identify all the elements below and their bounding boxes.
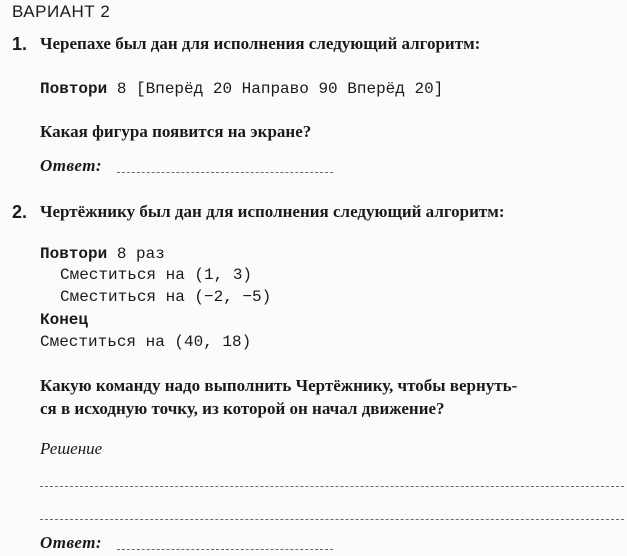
question-2-number: 2.	[12, 202, 28, 222]
question-2-code-line-1	[40, 245, 165, 263]
question-2-question-line-2: ся в исходную точку, из которой он начал движение?	[40, 399, 445, 418]
question-2-question-line-1: Какую команду надо выполнить Чертёжнику, чтобы вернуть-	[40, 376, 518, 395]
question-1-answer-label: Ответ:	[40, 156, 103, 175]
question-2-answer-line[interactable]	[117, 549, 333, 550]
question-1-number: 1.	[12, 34, 28, 54]
question-2-code-line-3: Сместиться на (−2, −5)	[60, 288, 272, 306]
code-text: 8 [Вперёд 20 Направо 90 Вперёд 20]	[107, 80, 444, 98]
code-keyword-repeat: Повтори	[40, 245, 108, 263]
code-keyword-end: Конец	[40, 311, 89, 329]
solution-line-2[interactable]	[40, 519, 624, 520]
variant-title: ВАРИАНТ 2	[12, 2, 111, 21]
solution-label: Решение	[40, 439, 103, 458]
question-1-question: Какая фигура появится на экране?	[40, 122, 312, 141]
question-1-answer-line[interactable]	[117, 172, 333, 173]
question-2-prompt: Чертёжнику был дан для исполнения следующий алгоритм:	[40, 202, 505, 221]
code-keyword-repeat: Повтори	[40, 80, 108, 98]
solution-line-1[interactable]	[40, 486, 624, 487]
question-2-code-line-2: Сместиться на (1, 3)	[60, 266, 253, 284]
question-2-answer-label: Ответ:	[40, 533, 103, 552]
code-text: 8 раз	[107, 245, 165, 263]
question-1-prompt: Черепахе был дан для исполнения следующий алгоритм:	[40, 34, 481, 53]
question-1-code	[40, 80, 443, 98]
question-2-code-line-5: Сместиться на (40, 18)	[40, 333, 252, 351]
